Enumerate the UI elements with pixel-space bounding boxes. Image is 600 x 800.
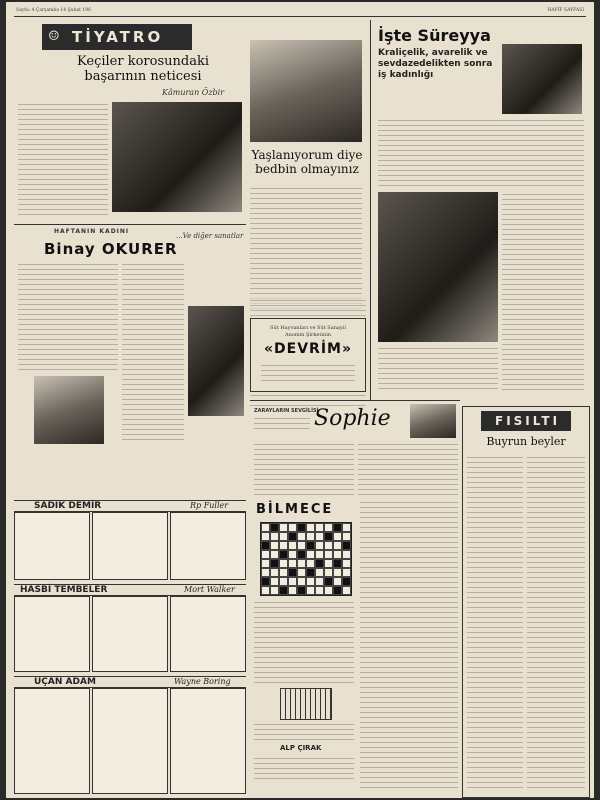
crossword-cell [297,568,306,577]
crossword-cell [261,523,270,532]
crossword-cell [324,541,333,550]
crossword-cell [306,523,315,532]
crossword-cell [261,559,270,568]
sophie-text-1 [254,442,354,496]
newspaper-page [6,2,594,798]
kadin-side-heading: ...Ve diğer sanatlar [176,232,244,240]
kadin-text-1 [18,262,118,372]
crossword-cell [297,532,306,541]
theater-headline: Keçiler korosundaki başarının neticesi [77,54,209,84]
comic-3-header [14,676,246,688]
crossword-cell [297,577,306,586]
crossword-cell [261,577,270,586]
kadin-text-2 [122,262,184,442]
bilmece-signature: ALP ÇIRAK [280,744,322,752]
woman-of-week-section [14,226,246,448]
crossword-cell [342,523,351,532]
crossword-cell [315,523,324,532]
kadin-name: Binay OKURER [44,240,178,258]
crossword-cell [288,559,297,568]
kadin-kicker: HAFTANIN KADINI [54,228,130,235]
sureyya-main-photo [378,192,498,342]
theater-masks-icon: ☺ [48,29,60,44]
crossword-cell [324,568,333,577]
crossword-cell [306,541,315,550]
crossword-cell [324,586,333,595]
crossword-cell [261,586,270,595]
fisilti-headline: Buyrun beyler [486,435,566,448]
crossword-cell [270,541,279,550]
crossword-cell [279,550,288,559]
crossword-cell [333,577,342,586]
crossword-cell [333,568,342,577]
bilmece-title: BİLMECE [256,502,334,517]
crossword-cell [342,586,351,595]
running-head-right: HAFİF SAYFASI [547,8,584,13]
kadin-portrait-photo [34,376,104,444]
comic-3-panel-2 [92,688,168,794]
crossword-cell [315,577,324,586]
crossword-cell [261,541,270,550]
comic-2-title: HASBİ TEMBELER [20,585,108,595]
theater-photo [112,102,242,212]
fisilti-section [462,406,590,798]
crossword-cell [333,523,342,532]
comics-section [14,500,246,796]
devrim-line1: Süt Hayvanları ve Süt Sanayii [270,325,346,331]
solution-grid [280,688,332,720]
crossword-cell [270,568,279,577]
running-head-left: Sayfa: 4 Çarşamba 14 Şubat 196 [16,8,91,13]
sophie-title: Sophie [314,406,391,431]
crossword-cell [333,550,342,559]
crossword-cell [288,568,297,577]
aging-photo [250,40,362,142]
crossword-cell [315,550,324,559]
column-rule-1 [370,20,371,400]
crossword-cell [288,586,297,595]
crossword-cell [315,586,324,595]
crossword-cell [279,586,288,595]
crossword-cell [315,559,324,568]
fisilti-banner [481,411,571,431]
sureyya-text-right [502,192,584,392]
comic-3-panel-1 [14,688,90,794]
crossword-cell [324,523,333,532]
comic-1-panel-2 [92,512,168,580]
sureyya-headline: İşte Süreyya [378,26,491,45]
sureyya-subhead: Kraliçelik, avarelik ve sevdazedelikten sonra iş kadınlığı [378,48,493,80]
sureyya-portrait-photo [502,44,582,114]
crossword-cell [279,577,288,586]
crossword-cell [306,532,315,541]
comic-1-panel-3 [170,512,246,580]
bilmece-clues [254,600,354,684]
crossword-cell [324,559,333,568]
sophie-credits [254,416,310,430]
bilmece-note [254,722,354,740]
crossword-cell [270,550,279,559]
crossword-cell [306,559,315,568]
comic-2-panel-2 [92,596,168,672]
sureyya-text-top [378,118,584,188]
aging-headline: Yaşlanıyorum diye bedbin olmayınız [248,148,366,176]
crossword-cell [270,577,279,586]
sophie-continuation [360,500,458,790]
crossword-cell [342,541,351,550]
comic-1-header [14,500,246,512]
devrim-brand: «DEVRİM» [263,341,353,357]
bilmece-footer [254,756,354,780]
devrim-body [261,363,355,385]
bilmece-section [250,500,356,796]
crossword-cell [342,568,351,577]
fisilti-banner-text: FISILTI [495,414,561,428]
crossword-cell [270,532,279,541]
crossword-cell [288,577,297,586]
crossword-cell [297,550,306,559]
crossword-cell [288,550,297,559]
crossword-cell [324,532,333,541]
theater-banner [42,24,192,50]
comic-2-panel-3 [170,596,246,672]
crossword-cell [288,523,297,532]
crossword-grid [260,522,352,596]
comic-3-title: UÇAN ADAM [34,677,96,687]
crossword-cell [315,532,324,541]
crossword-cell [288,541,297,550]
comic-3-panel-3 [170,688,246,794]
devrim-advert [250,318,366,392]
crossword-cell [288,532,297,541]
section-rule-kadin [14,224,246,225]
crossword-cell [297,523,306,532]
sureyya-text-bottom [378,346,498,392]
crossword-cell [279,541,288,550]
crossword-cell [297,541,306,550]
crossword-cell [342,559,351,568]
crossword-cell [324,577,333,586]
crossword-cell [279,559,288,568]
crossword-cell [306,568,315,577]
crossword-cell [261,550,270,559]
crossword-cell [279,523,288,532]
crossword-cell [306,550,315,559]
theater-banner-text: TİYATRO [72,28,164,46]
comic-1-panel-1 [14,512,90,580]
devrim-line2: Anonim Şirketinin [284,332,332,338]
sophie-kicker: ZARAYLARIN SEVGİLİSİ [254,408,319,414]
section-rule-sophie [250,400,460,401]
aging-section [246,20,366,320]
comic-1-author: Rp Fuller [190,501,229,510]
sophie-section [250,402,462,498]
comic-2-panel-1 [14,596,90,672]
fisilti-text-1 [467,455,523,791]
crossword-cell [315,568,324,577]
crossword-cell [270,523,279,532]
kadin-dance-photo [188,306,244,416]
comic-1-title: SADIK DEMİR [34,501,102,511]
sophie-text-2 [358,442,458,496]
comic-3-author: Wayne Boring [174,677,231,686]
crossword-cell [306,586,315,595]
crossword-cell [333,532,342,541]
crossword-cell [279,568,288,577]
crossword-cell [342,550,351,559]
crossword-cell [297,559,306,568]
top-rule [14,16,586,17]
crossword-cell [297,586,306,595]
theater-section [14,20,246,220]
crossword-cell [261,568,270,577]
sophie-photo [410,404,456,438]
crossword-cell [333,586,342,595]
theater-byline: Kâmuran Özbir [162,88,225,97]
theater-text-column [18,102,108,217]
crossword-cell [324,550,333,559]
crossword-cell [270,586,279,595]
crossword-cell [342,532,351,541]
crossword-cell [333,541,342,550]
sureyya-section [374,20,588,400]
fisilti-text-2 [527,455,585,791]
aging-text-columns [250,186,362,312]
comic-2-author: Mort Walker [184,585,235,594]
crossword-cell [270,559,279,568]
crossword-cell [306,577,315,586]
crossword-cell [333,559,342,568]
crossword-cell [342,577,351,586]
crossword-cell [315,541,324,550]
comic-2-header [14,584,246,596]
crossword-cell [261,532,270,541]
crossword-cell [279,532,288,541]
